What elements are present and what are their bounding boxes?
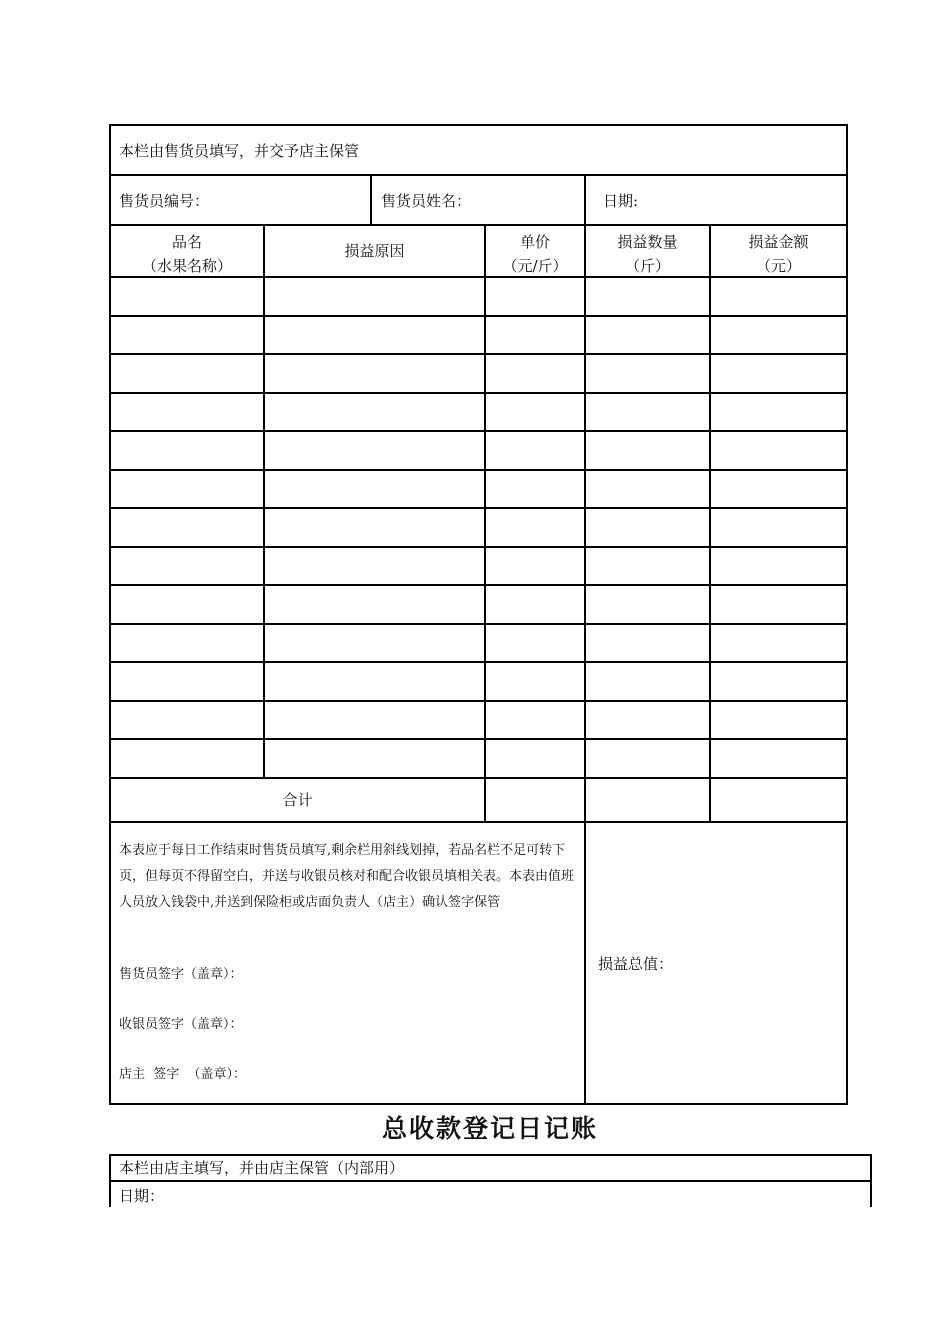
- col-line-4: [709, 224, 711, 822]
- ledger-note: 本栏由店主填写，并由店主保管（内部用）: [119, 1159, 405, 1177]
- divider-info: [109, 224, 848, 226]
- instructions-text: 本表应于每日工作结束时售货员填写,剩余栏用斜线划掉，若品名栏不足可转下页，但每页不得留空白，并送与收银员核对和配合收银员填相关表。本表由值班人员放入钱袋中,并送到保险柜或店面负责人（店主）确认签字保管: [119, 843, 575, 910]
- divider-info-2: [584, 174, 586, 225]
- seller-no-field[interactable]: 售货员编号：: [119, 192, 210, 210]
- col-header-amount-main: 损益金额: [748, 233, 809, 251]
- col-line-3: [584, 224, 586, 1104]
- header-note: 本栏由售货员填写，并交予店主保管: [119, 142, 360, 160]
- table-row-line: [109, 738, 848, 740]
- table-row-line: [109, 546, 848, 548]
- table-row-line: [109, 661, 848, 663]
- ledger-divider: [109, 1180, 872, 1182]
- col-header-price-sub: （元/斤）: [502, 257, 568, 275]
- ledger-border-left: [109, 1154, 111, 1207]
- divider-total: [109, 821, 848, 823]
- divider-header: [109, 174, 848, 176]
- total-value-field[interactable]: 损益总值：: [598, 955, 674, 973]
- table-row-line: [109, 584, 848, 586]
- table-row-line: [109, 353, 848, 355]
- ledger-title: 总收款登记日记账: [381, 1114, 598, 1143]
- col-header-name-main: 品名: [171, 233, 202, 251]
- table-row-line: [109, 623, 848, 625]
- col-line-1: [263, 224, 265, 778]
- col-header-amount: [711, 230, 846, 278]
- date-field[interactable]: 日期:: [603, 192, 639, 210]
- col-line-2: [484, 224, 486, 822]
- col-header-qty-main: 损益数量: [617, 233, 678, 251]
- col-header-amount-sub: （元）: [755, 257, 801, 275]
- cashier-signature-field[interactable]: 收银员签字（盖章）：: [119, 1017, 243, 1032]
- col-header-price-main: 单价: [519, 233, 550, 251]
- form-border-top: [109, 124, 848, 126]
- ledger-border-right: [870, 1154, 872, 1207]
- form-border-bottom: [109, 1103, 848, 1105]
- col-header-qty: [586, 230, 709, 278]
- col-header-name-sub: （水果名称）: [141, 257, 232, 275]
- col-header-reason: 损益原因: [344, 242, 405, 260]
- table-row-line: [109, 469, 848, 471]
- col-header-name: [111, 230, 263, 278]
- total-label: 合计: [282, 791, 313, 809]
- form-border-right: [846, 124, 848, 1105]
- table-row-line: [109, 777, 848, 779]
- col-header-qty-sub: （斤）: [624, 257, 670, 275]
- seller-name-field[interactable]: 售货员姓名：: [381, 192, 472, 210]
- col-header-price: [486, 230, 584, 278]
- table-row-line: [109, 430, 848, 432]
- ledger-border-top: [109, 1154, 872, 1156]
- table-row-line: [109, 700, 848, 702]
- table-row-line: [109, 507, 848, 509]
- table-row-line: [109, 315, 848, 317]
- owner-signature-field[interactable]: 店主 签字 （盖章）：: [119, 1067, 247, 1082]
- seller-signature-field[interactable]: 售货员签字（盖章）：: [119, 967, 243, 982]
- table-row-line: [109, 392, 848, 394]
- ledger-date-field[interactable]: 日期：: [119, 1187, 165, 1205]
- divider-info-1: [370, 174, 372, 225]
